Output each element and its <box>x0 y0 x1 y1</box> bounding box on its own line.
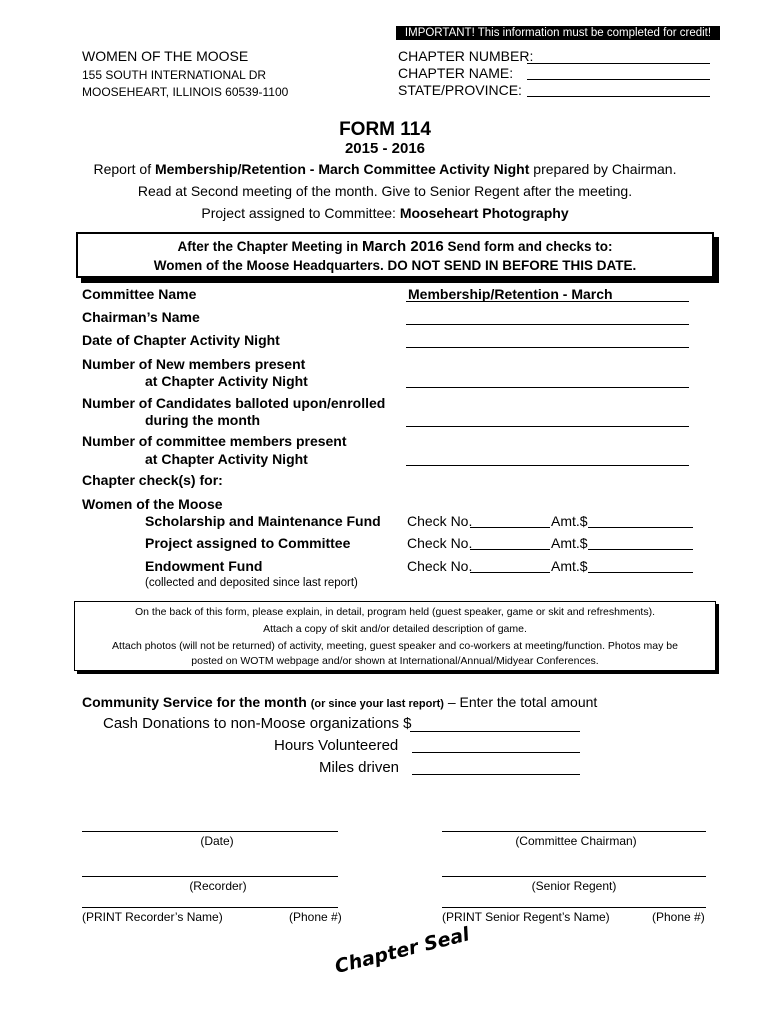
endowment-note: (collected and deposited since last report) <box>145 577 358 589</box>
recorder-print-name-field[interactable] <box>82 907 338 908</box>
address-line-1: 155 SOUTH INTERNATIONAL DR <box>82 68 267 82</box>
chapter-checks-label: Chapter check(s) for: <box>82 472 223 488</box>
chapter-seal-text: Chapter Seal <box>332 923 472 978</box>
form-years: 2015 - 2016 <box>344 140 426 157</box>
report-line <box>0 161 770 177</box>
print-recorder-caption: (PRINT Recorder’s Name) <box>82 910 223 924</box>
notice-line-2: Women of the Moose Headquarters. DO NOT SEND IN BEFORE THIS DATE. <box>153 258 637 273</box>
hours-volunteered-label: Hours Volunteered <box>274 737 399 754</box>
instructions-line-1: On the back of this form, please explain, in detail, program held (guest speaker, game or skit and refreshments). <box>134 606 655 618</box>
hours-volunteered-field[interactable] <box>412 752 580 753</box>
date-caption: (Date) <box>200 834 234 848</box>
project-check-no-field[interactable] <box>470 549 550 550</box>
new-members-field[interactable] <box>406 387 689 388</box>
committee-members-label: Number of committee members present <box>82 433 347 449</box>
check-no-label: Check No. <box>407 535 473 551</box>
recorder-phone-caption: (Phone #) <box>289 910 342 924</box>
form-title: FORM 114 <box>339 119 431 140</box>
miles-driven-field[interactable] <box>412 774 580 775</box>
new-members-label: Number of New members present <box>82 356 306 372</box>
notice-prefix: After the Chapter Meeting in <box>177 239 362 254</box>
project-fund-label: Project assigned to Committee <box>145 535 351 551</box>
endowment-amount-field[interactable] <box>588 572 693 573</box>
chapter-name-label: CHAPTER NAME: <box>398 65 514 81</box>
chairman-name-field[interactable] <box>406 324 689 325</box>
committee-members-sublabel: at Chapter Activity Night <box>145 451 308 467</box>
cash-donations-label: Cash Donations to non-Moose organizations $ <box>103 715 412 732</box>
instructions-line-2: Attach a copy of skit and/or detailed description of game. <box>263 623 527 635</box>
check-no-label: Check No. <box>407 513 473 529</box>
report-prefix: Report of <box>93 161 155 177</box>
miles-driven-label: Miles driven <box>319 759 400 776</box>
candidates-field[interactable] <box>406 426 689 427</box>
candidates-label: Number of Candidates balloted upon/enrolled <box>82 395 386 411</box>
regent-print-name-field[interactable] <box>442 907 706 908</box>
print-regent-caption: (PRINT Senior Regent’s Name) <box>442 910 610 924</box>
date-signature-field[interactable] <box>82 831 338 832</box>
notice-month: March 2016 <box>362 238 444 255</box>
report-title: Membership/Retention - March Committee Activity Night <box>154 161 530 177</box>
report-suffix: prepared by Chairman. <box>529 161 677 177</box>
project-name: Mooseheart Photography <box>399 205 569 221</box>
community-title: Community Service for the month <box>82 694 311 710</box>
community-service-heading <box>82 694 597 710</box>
amount-label: Amt.$ <box>551 558 588 574</box>
project-amount-field[interactable] <box>588 549 693 550</box>
wotm-label: Women of the Moose <box>82 496 223 512</box>
committee-name-label: Committee Name <box>82 286 197 302</box>
chapter-name-field[interactable] <box>527 79 710 80</box>
cash-donations-field[interactable] <box>410 731 580 732</box>
new-members-sublabel: at Chapter Activity Night <box>145 373 308 389</box>
state-province-field[interactable] <box>527 96 710 97</box>
activity-date-label: Date of Chapter Activity Night <box>82 332 280 348</box>
chairman-caption: (Committee Chairman) <box>515 834 637 848</box>
regent-phone-caption: (Phone #) <box>652 910 705 924</box>
instructions-line-3: Attach photos (will not be returned) of activity, meeting, guest speaker and co-workers at meeting/function. Photos may be <box>112 640 678 652</box>
scholarship-amount-field[interactable] <box>588 527 693 528</box>
chapter-number-label: CHAPTER NUMBER: <box>398 48 534 64</box>
amount-label: Amt.$ <box>551 535 588 551</box>
committee-name-field[interactable] <box>406 301 689 302</box>
project-prefix: Project assigned to Committee: <box>201 205 400 221</box>
amount-label: Amt.$ <box>551 513 588 529</box>
recorder-caption: (Recorder) <box>189 879 247 893</box>
instructions-box <box>74 601 716 671</box>
chairman-name-label: Chairman’s Name <box>82 309 200 325</box>
scholarship-check-no-field[interactable] <box>470 527 550 528</box>
chairman-signature-field[interactable] <box>442 831 706 832</box>
notice-line-1 <box>78 237 712 256</box>
state-province-label: STATE/PROVINCE: <box>398 82 522 98</box>
committee-name-value: Membership/Retention - March <box>408 286 613 302</box>
check-no-label: Check No. <box>407 558 473 574</box>
committee-members-field[interactable] <box>406 465 689 466</box>
important-banner: IMPORTANT! This information must be completed for credit! <box>396 26 720 40</box>
candidates-sublabel: during the month <box>145 412 261 428</box>
activity-date-field[interactable] <box>406 347 689 348</box>
address-line-2: MOOSEHEART, ILLINOIS 60539-1100 <box>82 85 289 99</box>
endowment-fund-label: Endowment Fund <box>145 558 263 574</box>
community-instruction: – Enter the total amount <box>443 694 598 710</box>
mailing-notice-box <box>76 232 714 278</box>
read-instructions: Read at Second meeting of the month. Give to Senior Regent after the meeting. <box>137 183 633 199</box>
instructions-line-4: posted on WOTM webpage and/or shown at International/Annual/Midyear Conferences. <box>191 655 599 667</box>
scholarship-fund-label: Scholarship and Maintenance Fund <box>145 513 381 529</box>
endowment-check-no-field[interactable] <box>470 572 550 573</box>
recorder-signature-field[interactable] <box>82 876 338 877</box>
org-name: WOMEN OF THE MOOSE <box>82 48 249 64</box>
project-line <box>0 205 770 221</box>
notice-suffix: Send form and checks to: <box>443 239 613 254</box>
community-subtitle: (or since your last report) <box>310 698 444 710</box>
senior-regent-caption: (Senior Regent) <box>531 879 617 893</box>
chapter-number-field[interactable] <box>527 63 710 64</box>
senior-regent-signature-field[interactable] <box>442 876 706 877</box>
